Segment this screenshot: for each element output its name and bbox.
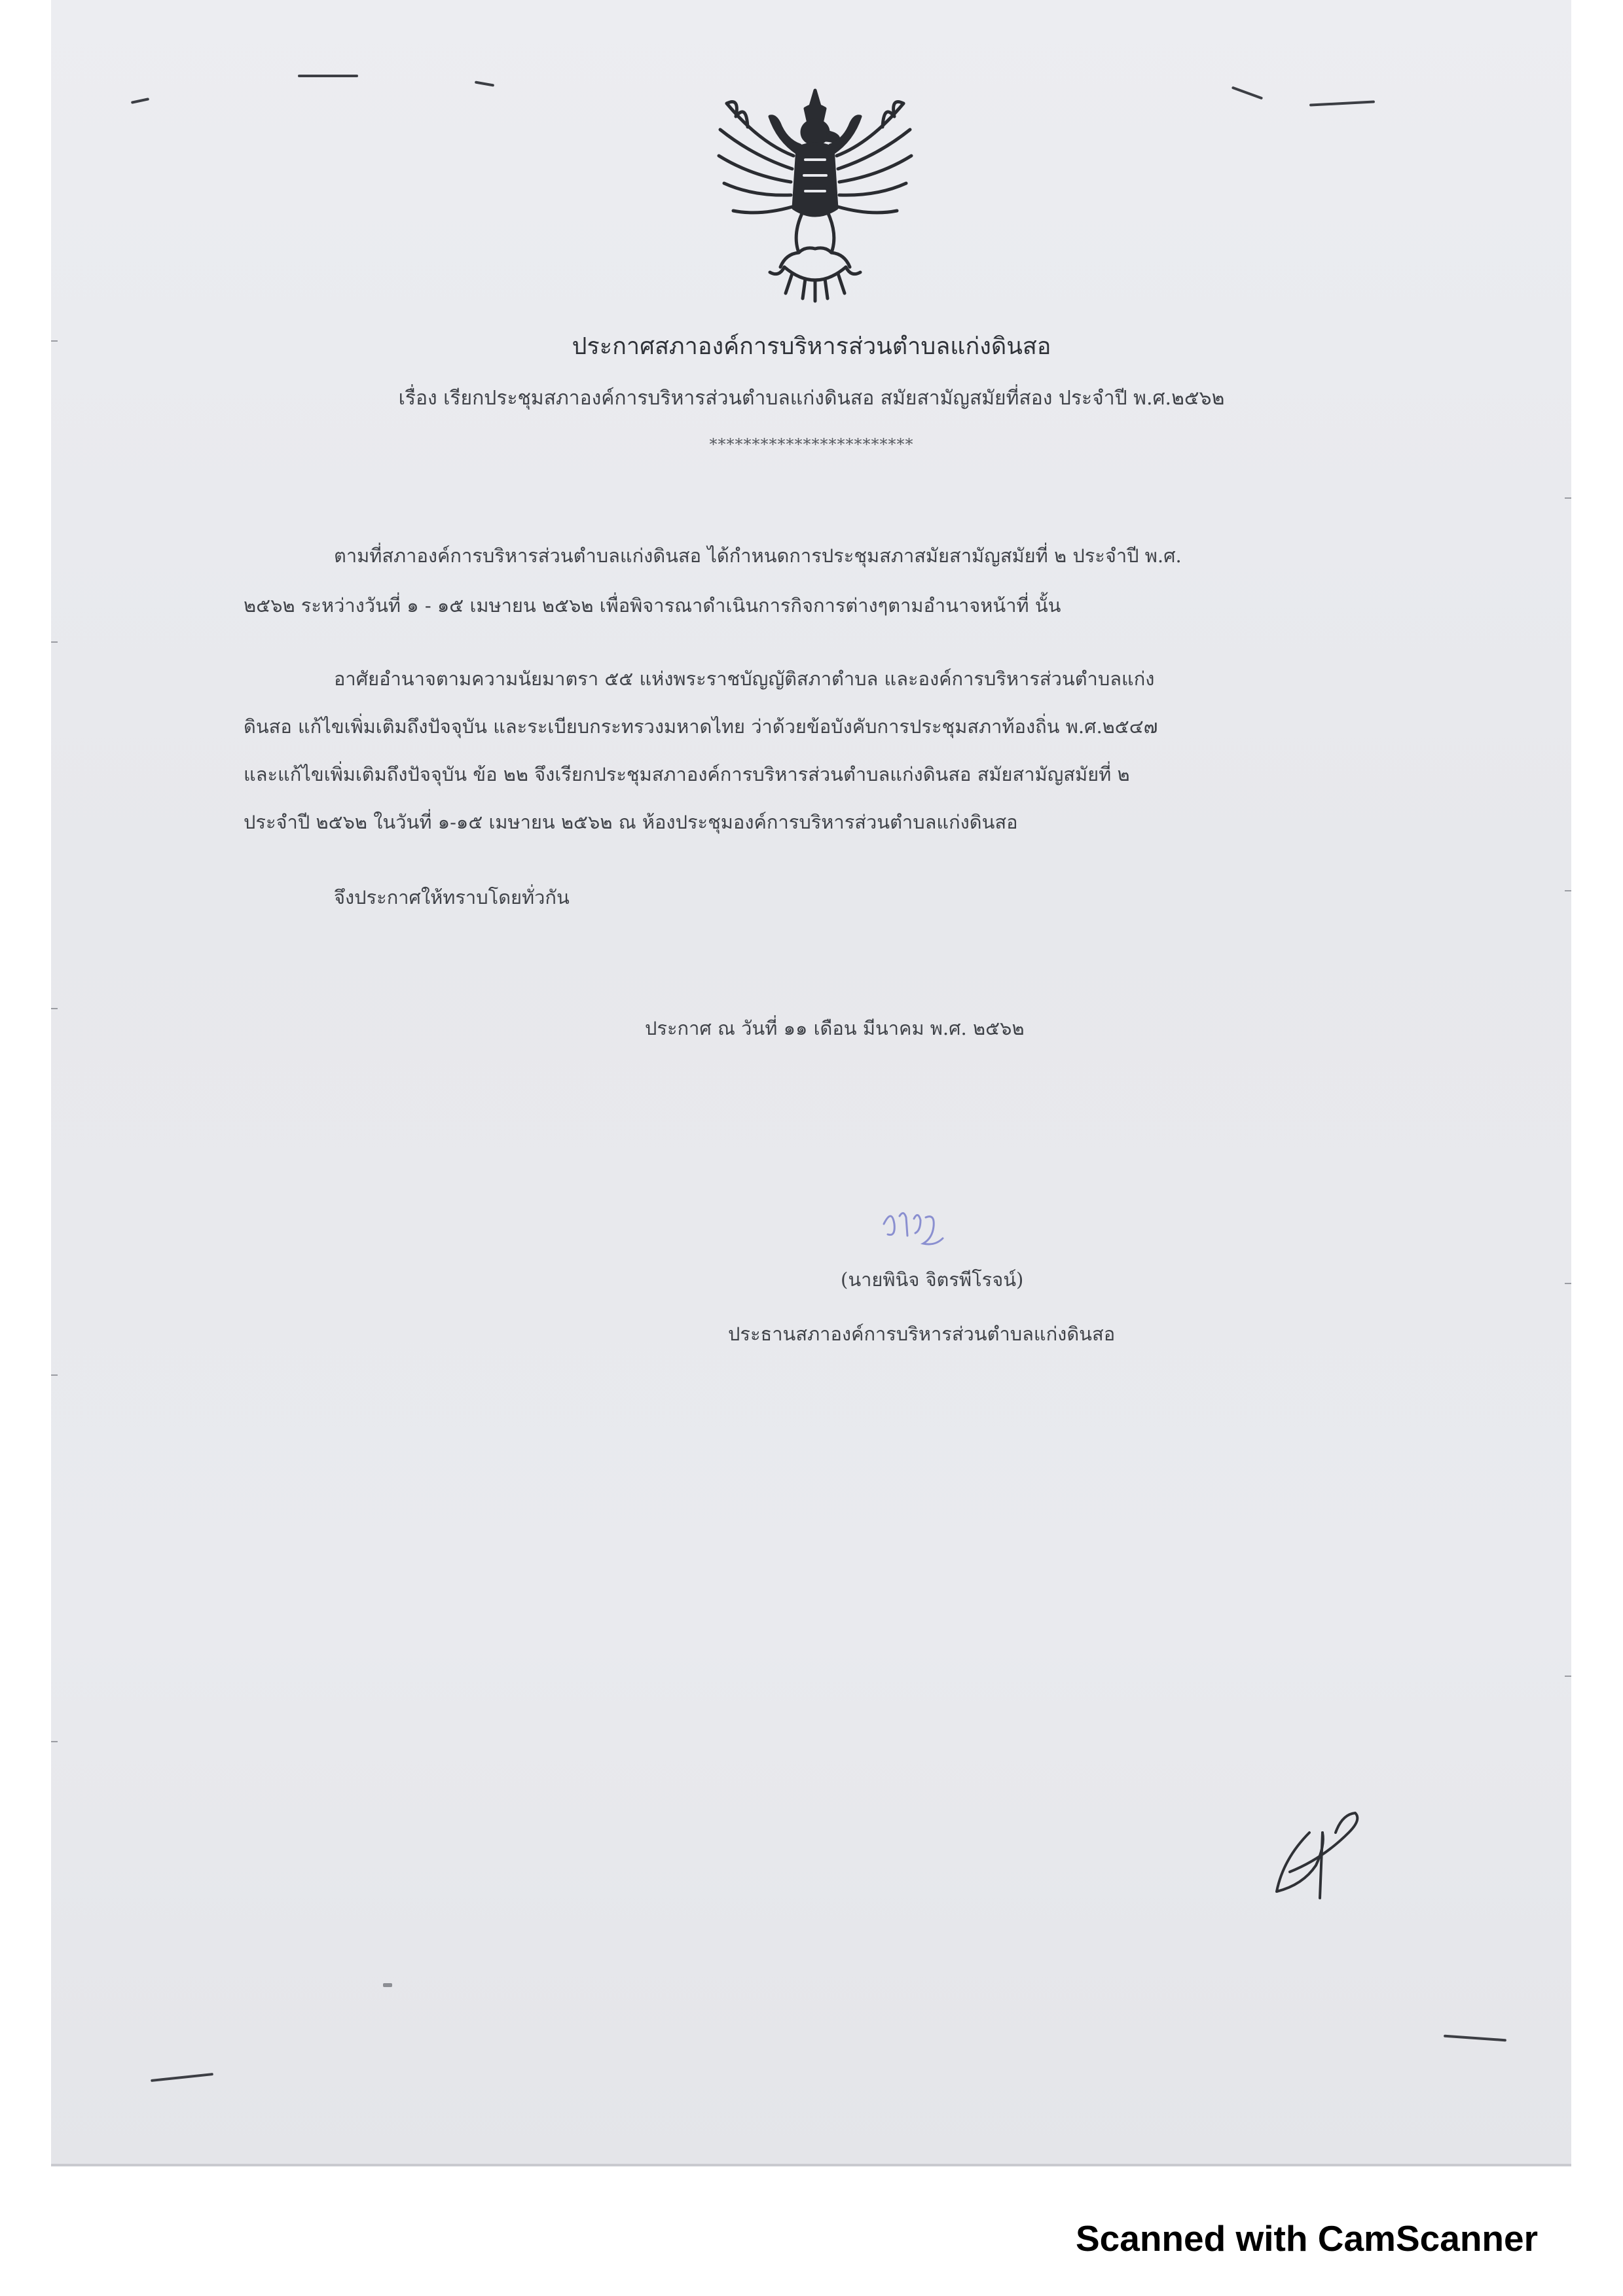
paragraph-2-line: และแก้ไขเพิ่มเติมถึงปัจจุบัน ข้อ ๒๒ จึงเรียกประชุมสภาองค์การบริหารส่วนตำบลแก่งดินสอ สมัยสามัญสมัยที่ ๒ [244,763,1130,785]
handwritten-initial [1264,1806,1381,1911]
announce-date: ประกาศ ณ วันที่ ๑๑ เดือน มีนาคม พ.ศ. ๒๕๖๒ [645,1017,1025,1039]
closing-statement: จึงประกาศให้ทราบโดยทั่วกัน [334,886,570,908]
garuda-emblem-icon [707,77,923,306]
document-title: ประกาศสภาองค์การบริหารส่วนตำบลแก่งดินสอ [572,333,1051,360]
paragraph-2-line: ประจำปี ๒๕๖๒ ในวันที่ ๑-๑๕ เมษายน ๒๕๖๒ ณ ห้องประชุมองค์การบริหารส่วนตำบลแก่งดินสอ [244,811,1018,833]
paragraph-2-line: ดินสอ แก้ไขเพิ่มเติมถึงปัจจุบัน และระเบียบกระทรวงมหาดไทย ว่าด้วยข้อบังคับการประชุมสภาท้องถิ่น พ.ศ.๒๕๔๗ [244,715,1158,738]
paragraph-2-line: อาศัยอำนาจตามความนัยมาตรา ๕๕ แห่งพระราชบัญญัติสภาตำบล และองค์การบริหารส่วนตำบลแก่ง [334,668,1155,690]
document-subject: เรื่อง เรียกประชุมสภาองค์การบริหารส่วนตำบลแก่งดินสอ สมัยสามัญสมัยที่สอง ประจำปี พ.ศ.๒๕๖๒ [398,387,1225,410]
edge-tick [51,1008,58,1009]
page-edge [51,2164,1571,2166]
scan-mark [383,1983,392,1987]
edge-tick [51,1741,58,1742]
edge-tick [1565,497,1571,499]
edge-tick [51,641,58,643]
edge-tick [1565,1283,1571,1284]
edge-tick [1565,890,1571,891]
edge-tick [51,1374,58,1376]
scan-mark [298,75,358,77]
edge-tick [1565,1676,1571,1677]
paragraph-1-line: ตามที่สภาองค์การบริหารส่วนตำบลแก่งดินสอ ได้กำหนดการประชุมสภาสมัยสามัญสมัยที่ ๒ ประจำปี พ.ศ. [334,545,1182,567]
scanner-watermark: Scanned with CamScanner [1075,2218,1538,2259]
signer-name: (นายพินิจ จิตรพีโรจน์) [841,1268,1024,1291]
separator-line: ************************ [709,435,914,454]
paragraph-1-line: ๒๕๖๒ ระหว่างวันที่ ๑ - ๑๕ เมษายน ๒๕๖๒ เพื่อพิจารณาดำเนินการกิจการต่างๆตามอำนาจหน้าที่ นั้น [244,594,1061,617]
handwritten-signature [877,1204,949,1257]
signer-position: ประธานสภาองค์การบริหารส่วนตำบลแก่งดินสอ [728,1323,1116,1345]
